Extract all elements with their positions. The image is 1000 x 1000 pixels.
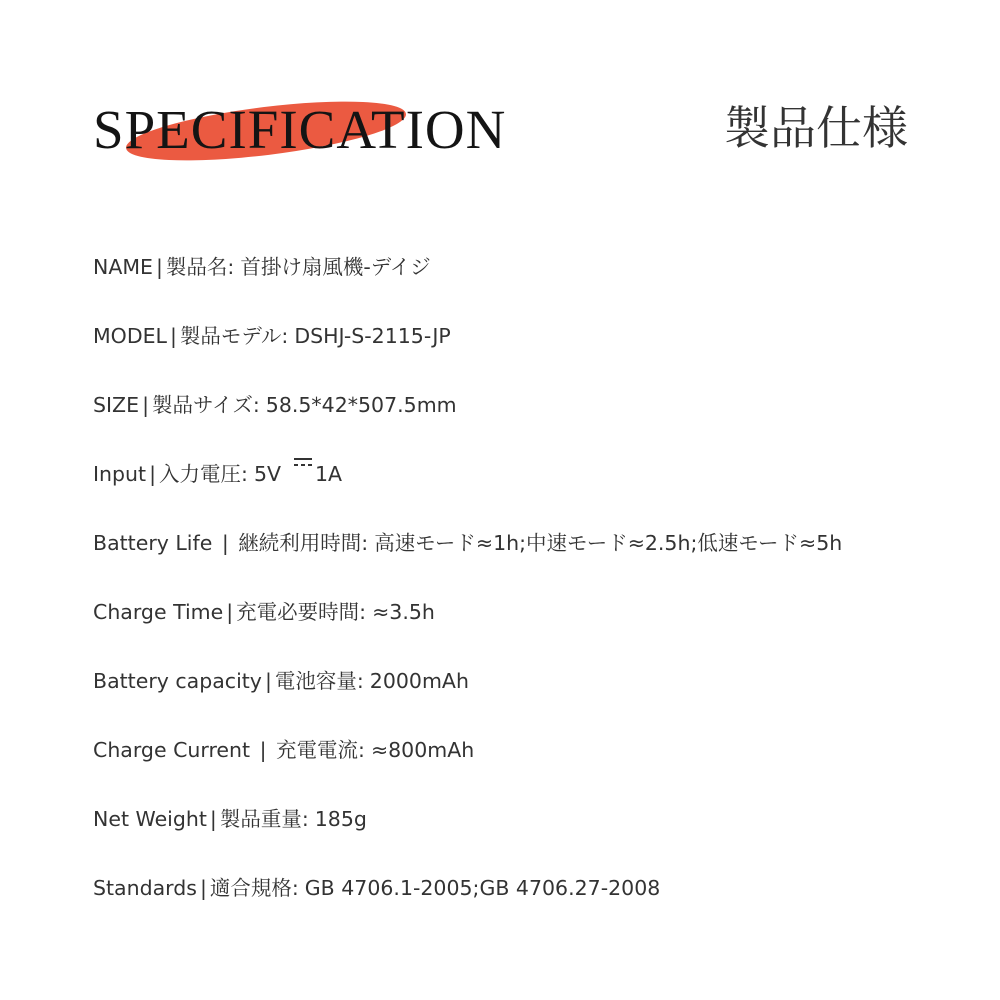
dc-current-icon (293, 455, 313, 469)
spec-label: SIZE (93, 393, 140, 417)
spec-separator: | (142, 393, 149, 417)
spec-colon: : (281, 324, 289, 348)
spec-colon: : (241, 462, 248, 486)
spec-value: ≈3.5h (372, 600, 435, 624)
spec-value-suffix: 1A (315, 462, 343, 486)
spec-label: Net Weight (93, 807, 207, 831)
spec-label: Standards (93, 876, 197, 900)
spec-row-battery-capacity (93, 662, 973, 731)
spec-label-jp: 入力電圧 (159, 462, 242, 486)
spec-label: MODEL (93, 324, 167, 348)
spec-row-standards (93, 869, 973, 938)
spec-label: Battery capacity (93, 669, 262, 693)
spec-label: NAME (93, 255, 153, 279)
spec-row-input (93, 455, 973, 524)
spec-colon: : (227, 255, 235, 279)
page-title-jp: 製品仕様 (724, 101, 908, 155)
spec-label-jp: 充電電流 (276, 738, 359, 762)
spec-colon: : (358, 738, 365, 762)
spec-separator: | (149, 462, 157, 486)
spec-value: DSHJ-S-2115-JP (294, 324, 451, 348)
spec-label-jp: 適合規格 (209, 876, 292, 900)
spec-row-name (93, 248, 973, 317)
spec-list (93, 248, 973, 938)
spec-colon: : (252, 393, 260, 417)
spec-label: Charge Current (93, 738, 251, 762)
spec-value: 首掛け扇風機-デイジ (240, 255, 431, 279)
spec-row-size (93, 386, 973, 455)
spec-colon: : (361, 531, 369, 555)
spec-row-charge-time (93, 593, 973, 662)
spec-separator: | (169, 324, 177, 348)
spec-label-jp: 製品サイズ (151, 393, 253, 417)
spec-value: 高速モード≈1h;中速モード≈2.5h;低速モード≈5h (374, 531, 843, 555)
spec-colon: : (359, 600, 367, 624)
spec-label-jp: 製品モデル (179, 324, 282, 348)
spec-value: 5V (253, 462, 282, 486)
spec-label: Charge Time (93, 600, 224, 624)
spec-separator: | (253, 738, 274, 762)
spec-value: 185g (314, 807, 367, 831)
spec-separator: | (215, 531, 236, 555)
spec-separator: | (264, 669, 272, 693)
spec-row-net-weight (93, 800, 973, 869)
spec-value: GB 4706.1-2005;GB 4706.27-2008 (304, 876, 661, 900)
spec-label-jp: 継続利用時間 (238, 531, 362, 555)
spec-row-model (93, 317, 973, 386)
spec-value: 58.5*42*507.5mm (265, 393, 457, 417)
header (0, 0, 1000, 200)
spec-label-jp: 電池容量 (274, 669, 357, 693)
spec-label-jp: 製品名 (165, 255, 228, 279)
spec-label-jp: 製品重量 (219, 807, 302, 831)
title-block (93, 92, 533, 172)
spec-label-jp: 充電必要時間 (236, 600, 360, 624)
page-title: SPECIFICATION (93, 99, 507, 160)
spec-row-charge-current (93, 731, 973, 800)
spec-colon: : (291, 876, 299, 900)
spec-colon: : (301, 807, 309, 831)
spec-separator: | (156, 255, 163, 279)
spec-label: Battery Life (93, 531, 213, 555)
spec-colon: : (356, 669, 364, 693)
spec-label: Input (93, 462, 147, 486)
spec-row-battery-life (93, 524, 973, 593)
spec-separator: | (226, 600, 234, 624)
spec-separator: | (209, 807, 217, 831)
spec-separator: | (199, 876, 207, 900)
spec-value: ≈800mAh (370, 738, 475, 762)
spec-value: 2000mAh (369, 669, 469, 693)
